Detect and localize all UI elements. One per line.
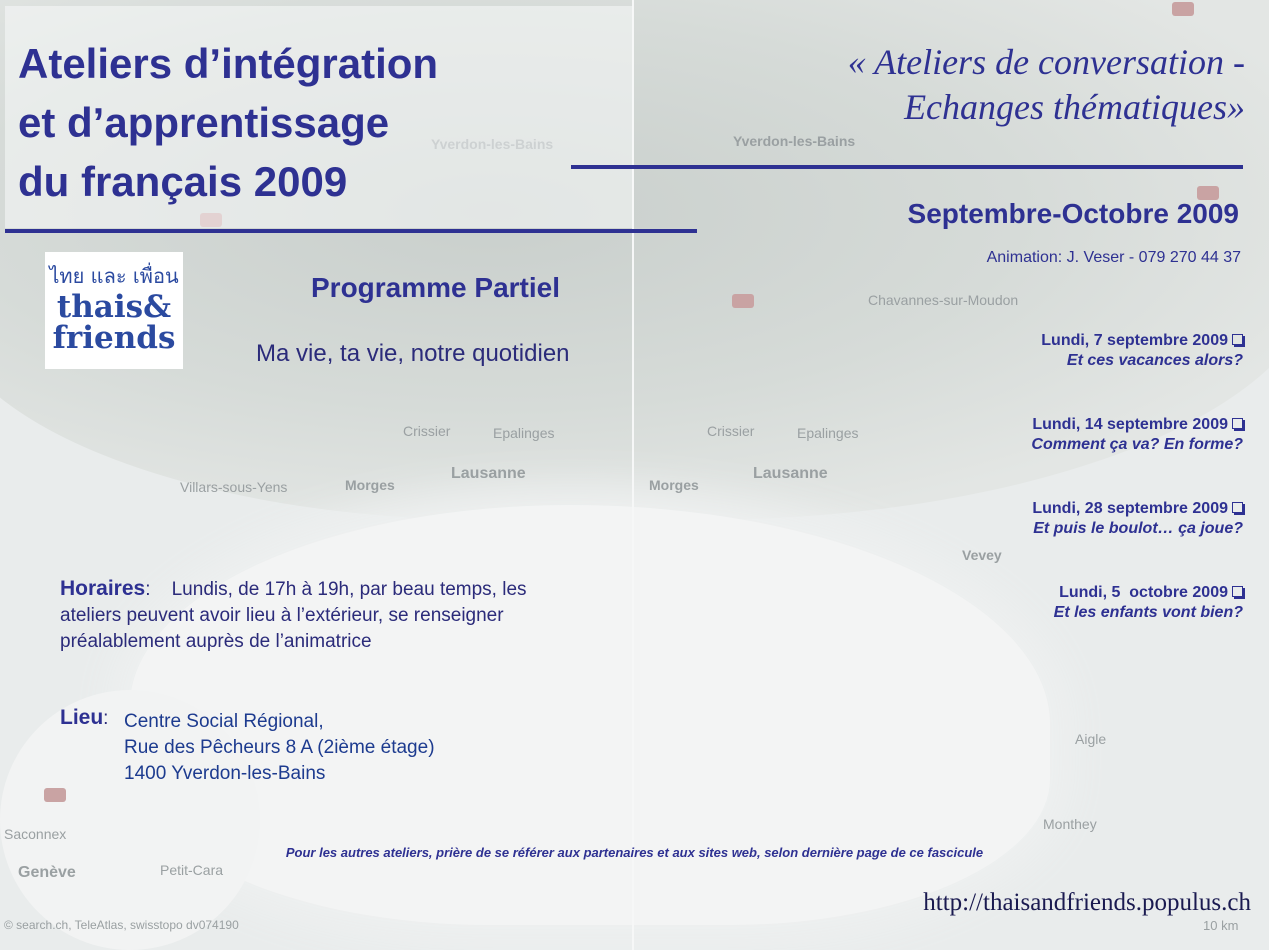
session-topic: Et les enfants vont bien? <box>1053 604 1243 621</box>
map-road-marker <box>1172 2 1194 16</box>
session-item <box>1054 584 1243 622</box>
title-line-2: et d’apprentissage <box>18 99 390 146</box>
period-heading: Septembre-Octobre 2009 <box>907 198 1239 229</box>
schedule-label: Horaires <box>60 577 146 600</box>
page-title <box>18 34 438 211</box>
logo-thai-text: ไทย และ เพื่อน <box>49 264 179 288</box>
map-label-morges-right: Morges <box>649 477 699 493</box>
session-topic: Comment ça va? En forme? <box>1031 436 1243 453</box>
session-topic: Et puis le boulot… ça joue? <box>1033 520 1243 537</box>
schedule-text: : Lundis, de 17h à 19h, par beau temps, les ateliers peuvent avoir lieu à l’extérieur, se renseigner préalablement auprès de l’animatrice <box>60 579 532 652</box>
title-line-3: du français 2009 <box>18 158 348 205</box>
map-copyright: © search.ch, TeleAtlas, swisstopo dv074190 <box>4 918 239 932</box>
checkbox-icon <box>1232 502 1243 513</box>
subtitle-divider <box>571 165 1243 169</box>
program-heading: Programme Partiel <box>311 272 560 303</box>
checkbox-icon <box>1232 334 1243 345</box>
map-label-crissier-left: Crissier <box>403 423 451 439</box>
map-label-epalinges-left: Epalinges <box>493 425 555 441</box>
logo-brand-line-2: friends <box>52 320 176 356</box>
map-label-morges-left: Morges <box>345 477 395 493</box>
map-label-aigle: Aigle <box>1075 731 1107 747</box>
location-label: Lieu <box>60 706 104 729</box>
map-label-epalinges-right: Epalinges <box>797 425 859 441</box>
thais-friends-logo <box>45 252 183 369</box>
animation-contact: Animation: J. Veser - 079 270 44 37 <box>986 249 1241 266</box>
session-item <box>1041 332 1243 370</box>
map-label-petit-cara: Petit-Cara <box>160 862 224 878</box>
website-url[interactable]: http://thaisandfriends.populus.ch <box>923 889 1251 916</box>
subtitle-line-2: Echanges thématiques» <box>904 87 1245 127</box>
session-date: Lundi, 7 septembre 2009 <box>1041 332 1228 349</box>
map-scale: 10 km <box>1203 918 1239 933</box>
map-label-lausanne-right: Lausanne <box>753 465 828 482</box>
map-label-chavannes: Chavannes-sur-Moudon <box>868 292 1019 308</box>
address-line-1: Centre Social Régional, <box>124 711 324 732</box>
session-topic: Et ces vacances alors? <box>1066 352 1243 369</box>
program-theme: Ma vie, ta vie, notre quotidien <box>256 340 570 367</box>
schedule-info <box>60 576 580 655</box>
session-item <box>1031 416 1243 454</box>
address-line-2: Rue des Pêcheurs 8 A (2ième étage) <box>124 737 435 758</box>
footer-note: Pour les autres ateliers, prière de se référer aux partenaires et aux sites web, selon dernière page de ce fascicule <box>285 845 984 860</box>
map-label-monthey: Monthey <box>1043 816 1097 832</box>
map-label-vevey: Vevey <box>962 547 1002 563</box>
logo-brand-line-1: thais& <box>56 289 172 325</box>
location-info: Lieu: Centre Social Régional, Rue des Pêcheurs 8 A (2ième étage) 1400 Yverdon-les-Bains <box>60 705 108 732</box>
session-date: Lundi, 14 septembre 2009 <box>1032 416 1228 433</box>
map-label-crissier-right: Crissier <box>707 423 755 439</box>
map-road-marker <box>44 788 66 802</box>
map-road-marker <box>732 294 754 308</box>
map-label-yverdon-right: Yverdon-les-Bains <box>733 133 856 149</box>
session-date: Lundi, 5 octobre 2009 <box>1059 584 1228 601</box>
session-date: Lundi, 28 septembre 2009 <box>1032 500 1228 517</box>
map-label-geneve: Genève <box>18 864 76 881</box>
subtitle-line-1: « Ateliers de conversation - <box>847 42 1245 82</box>
address-line-3: 1400 Yverdon-les-Bains <box>124 763 326 784</box>
subtitle <box>848 40 1245 130</box>
map-label-lausanne-left: Lausanne <box>451 465 526 482</box>
checkbox-icon <box>1232 586 1243 597</box>
map-label-villars: Villars-sous-Yens <box>180 479 288 495</box>
session-item <box>1032 500 1243 538</box>
map-label-saconnex: Saconnex <box>4 826 67 842</box>
location-address <box>124 709 435 787</box>
checkbox-icon <box>1232 418 1243 429</box>
title-divider <box>5 229 697 233</box>
title-line-1: Ateliers d’intégration <box>18 40 439 87</box>
